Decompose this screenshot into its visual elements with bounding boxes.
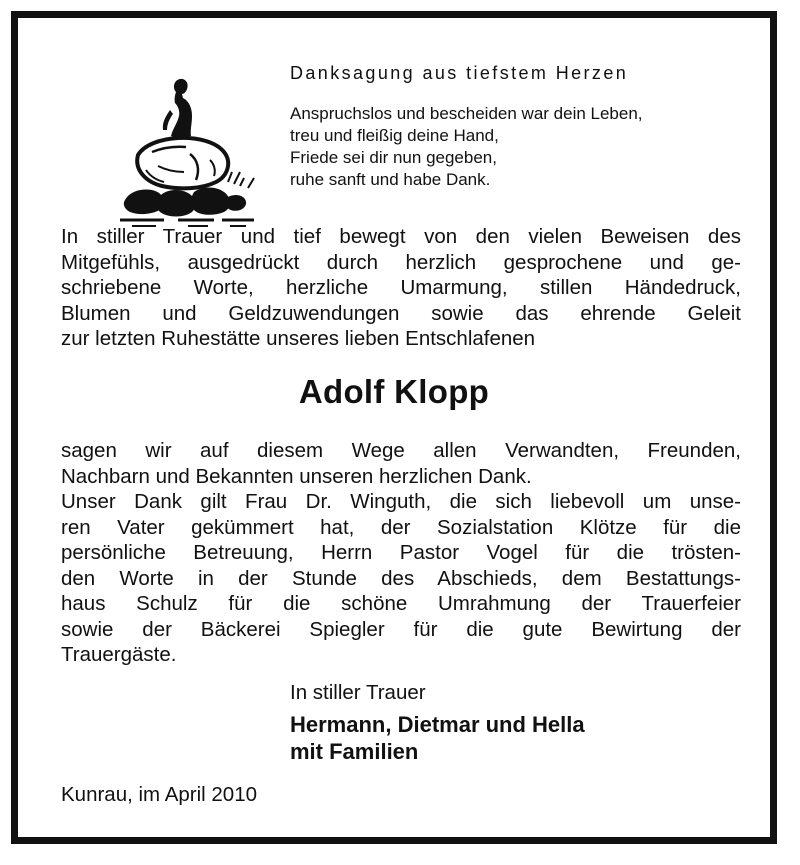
poem-line: Friede sei dir nun gegeben, [290, 148, 497, 167]
poem-line: ruhe sanft und habe Dank. [290, 170, 491, 189]
notice-heading: Danksagung aus tiefstem Herzen [290, 63, 629, 83]
mermaid-on-rock-icon [118, 70, 268, 230]
detail-line: Trauergäste. [61, 643, 177, 666]
detail-line: den Worte in der Stunde des Abschieds, dem Bestattungs- [61, 566, 741, 590]
detail-line: persönliche Betreuung, Herrn Pastor Vogel für die trösten- [61, 541, 741, 564]
intro-line: In stiller Trauer und tief bewegt von den vielen Beweisen des [61, 225, 741, 248]
thanks-line: Nachbarn und Bekannten unseren herzlichen Dank. [61, 464, 532, 488]
thanks-line: sagen wir auf diesem Wege allen Verwandten, Freunden, [61, 439, 741, 462]
detail-line: sowie der Bäckerei Spiegler für die gute Bewirtung der [61, 617, 741, 641]
notice-content [18, 18, 770, 837]
detail-line: ren Vater gekümmert hat, der Sozialstation Klötze für die [61, 515, 741, 539]
closing-phrase: In stiller Trauer [290, 681, 426, 704]
intro-line: zur letzten Ruhestätte unseres lieben Entschlafenen [61, 327, 536, 350]
detail-line: Unser Dank gilt Frau Dr. Winguth, die sich liebevoll um unse- [61, 490, 741, 513]
poem-line: treu und fleißig deine Hand, [290, 126, 499, 145]
detail-line: haus Schulz für die schöne Umrahmung der Trauerfeier [61, 592, 741, 615]
intro-line: Mitgefühls, ausgedrückt durch herzlich gesprochene und ge- [61, 250, 741, 274]
detail-paragraph [61, 489, 741, 668]
intro-paragraph [61, 224, 741, 352]
notice-frame [11, 11, 777, 844]
memorial-poem [290, 103, 643, 191]
family-line: Hermann, Dietmar und Hella [290, 712, 585, 737]
intro-line: Blumen und Geldzuwendungen sowie das ehrende Geleit [61, 301, 741, 325]
poem-line: Anspruchslos und bescheiden war dein Leben, [290, 104, 643, 123]
place-date: Kunrau, im April 2010 [61, 783, 258, 806]
deceased-name: Adolf Klopp [298, 373, 490, 410]
family-signature [290, 711, 585, 765]
family-line: mit Familien [290, 739, 419, 764]
intro-line: schriebene Worte, herzliche Umarmung, stillen Händedruck, [61, 276, 741, 299]
thanks-paragraph [61, 438, 741, 489]
